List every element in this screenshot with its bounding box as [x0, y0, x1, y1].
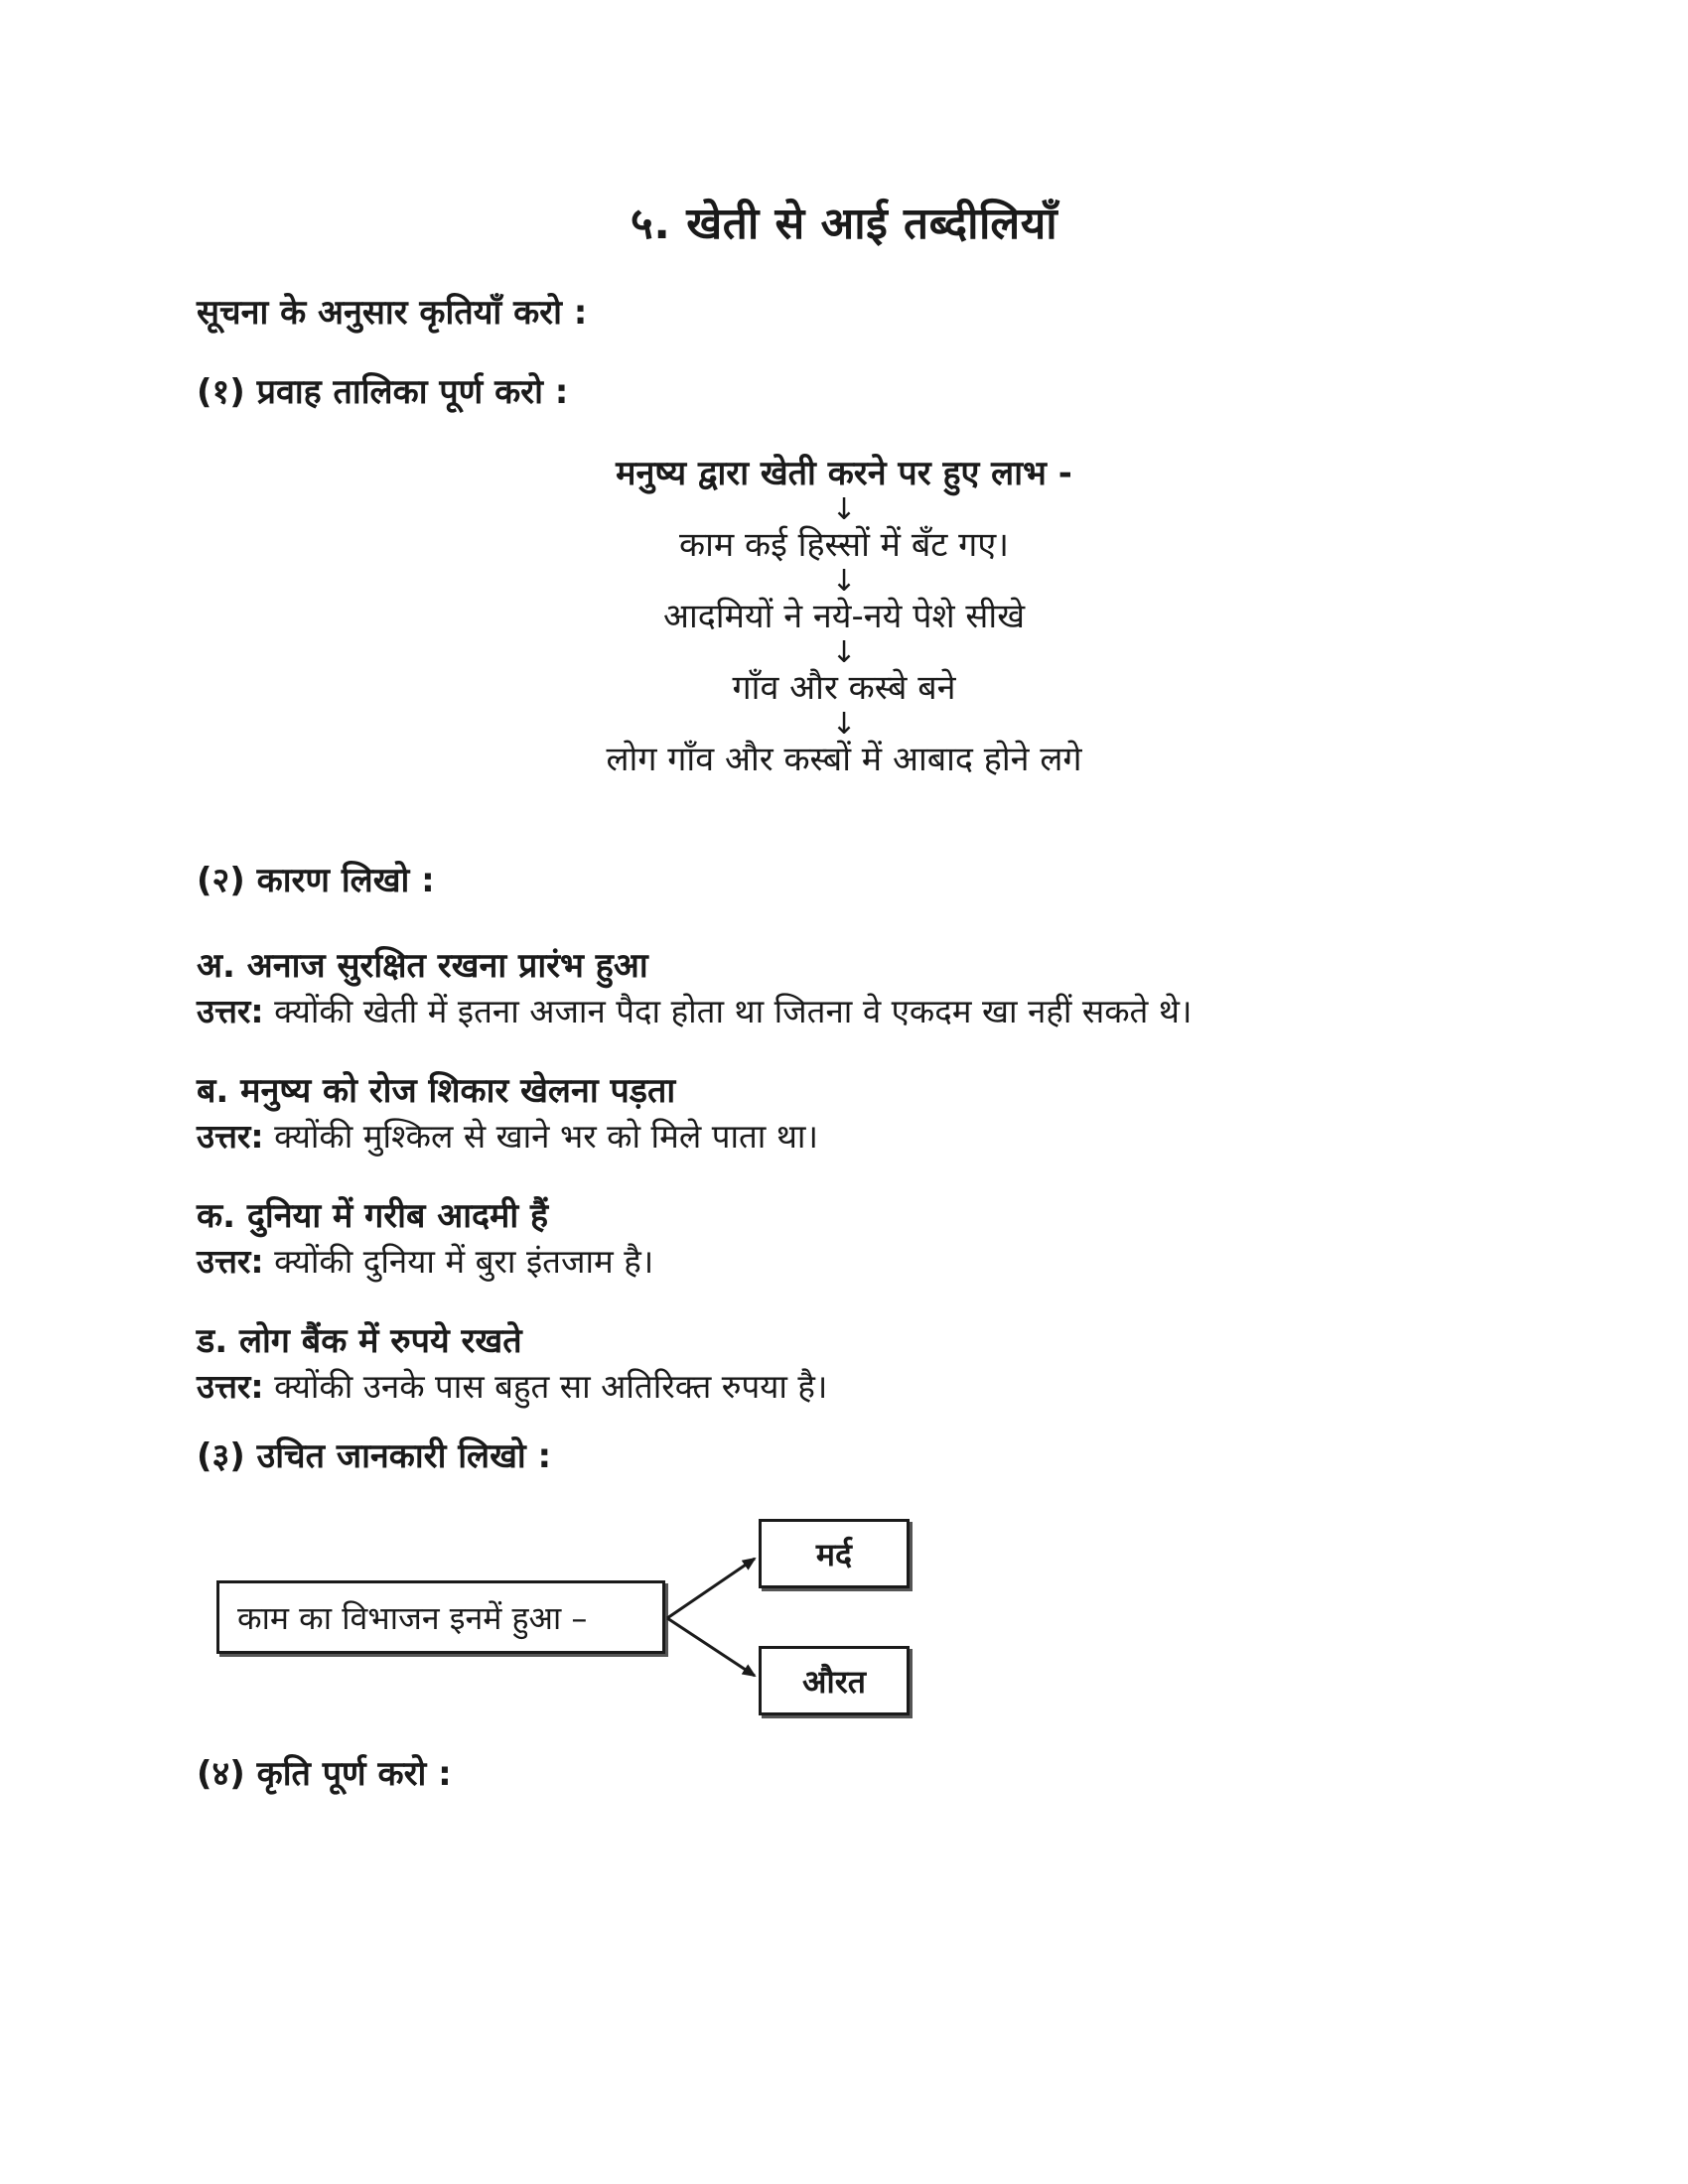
answer-label: उत्तर: [197, 992, 264, 1030]
question-text: ब. मनुष्य को रोज शिकार खेलना पड़ता [197, 1071, 676, 1111]
answer-label: उत्तर: [197, 1367, 264, 1406]
arrow-to-branch-2 [667, 1618, 755, 1676]
question-block-d [197, 1318, 1527, 1410]
page-title: ५. खेती से आई तब्दीलियाँ [630, 199, 1058, 249]
answer-label: उत्तर: [197, 1117, 264, 1156]
down-arrow-icon: ↓ [831, 635, 857, 670]
answer-text [197, 1114, 1527, 1160]
down-arrow-icon: ↓ [831, 707, 857, 742]
question-text: अ. अनाज सुरक्षित रखना प्रारंभ हुआ [197, 946, 648, 986]
section2-heading: (२) कारण लिखो : [197, 861, 435, 900]
question-block-b [197, 1068, 1527, 1160]
branch-box-1: मर्द [759, 1519, 910, 1588]
section3-heading: (३) उचित जानकारी लिखो : [197, 1436, 552, 1476]
answer-text [197, 1364, 1527, 1410]
section4-heading: (४) कृति पूर्ण करो : [197, 1754, 452, 1794]
answer-body: क्योंकी मुश्किल से खाने भर को मिले पाता था। [263, 1117, 818, 1156]
flow-chart [447, 449, 1241, 784]
question-text: ड. लोग बैंक में रुपये रखते [197, 1321, 522, 1361]
answer-body: क्योंकी उनके पास बहुत सा अतिरिक्त रुपया है। [263, 1367, 828, 1406]
question-block-c [197, 1193, 1527, 1285]
flow-item-2: आदमियों ने नये-नये पेशे सीखे [662, 597, 1026, 636]
main-box: काम का विभाजन इनमें हुआ – [216, 1580, 665, 1654]
arrow-to-branch-1 [667, 1559, 755, 1618]
question-text: क. दुनिया में गरीब आदमी हैं [197, 1196, 549, 1236]
question-block-a [197, 943, 1527, 1034]
branch-box-2: औरत [759, 1646, 910, 1715]
flow-item-1: काम कई हिस्सों में बँट गए। [678, 525, 1010, 565]
answer-text [197, 1239, 1527, 1285]
answer-label: उत्तर: [197, 1242, 264, 1281]
answer-text [197, 989, 1527, 1034]
flow-chart-title: मनुष्य द्वारा खेती करने पर हुए लाभ - [616, 454, 1072, 493]
down-arrow-icon: ↓ [831, 564, 857, 599]
down-arrow-icon: ↓ [831, 492, 857, 527]
section1-heading: (१) प्रवाह तालिका पूर्ण करो : [197, 372, 569, 412]
answer-body: क्योंकी दुनिया में बुरा इंतजाम है। [263, 1242, 654, 1281]
flow-item-4: लोग गाँव और कस्बों में आबाद होने लगे [606, 740, 1082, 779]
answer-body: क्योंकी खेती में इतना अजान पैदा होता था जितना वे एकदम खा नहीं सकते थे। [263, 992, 1193, 1030]
flow-item-3: गाँव और कस्बे बने [732, 668, 956, 708]
instruction-heading: सूचना के अनुसार कृतियाँ करो : [197, 293, 588, 333]
